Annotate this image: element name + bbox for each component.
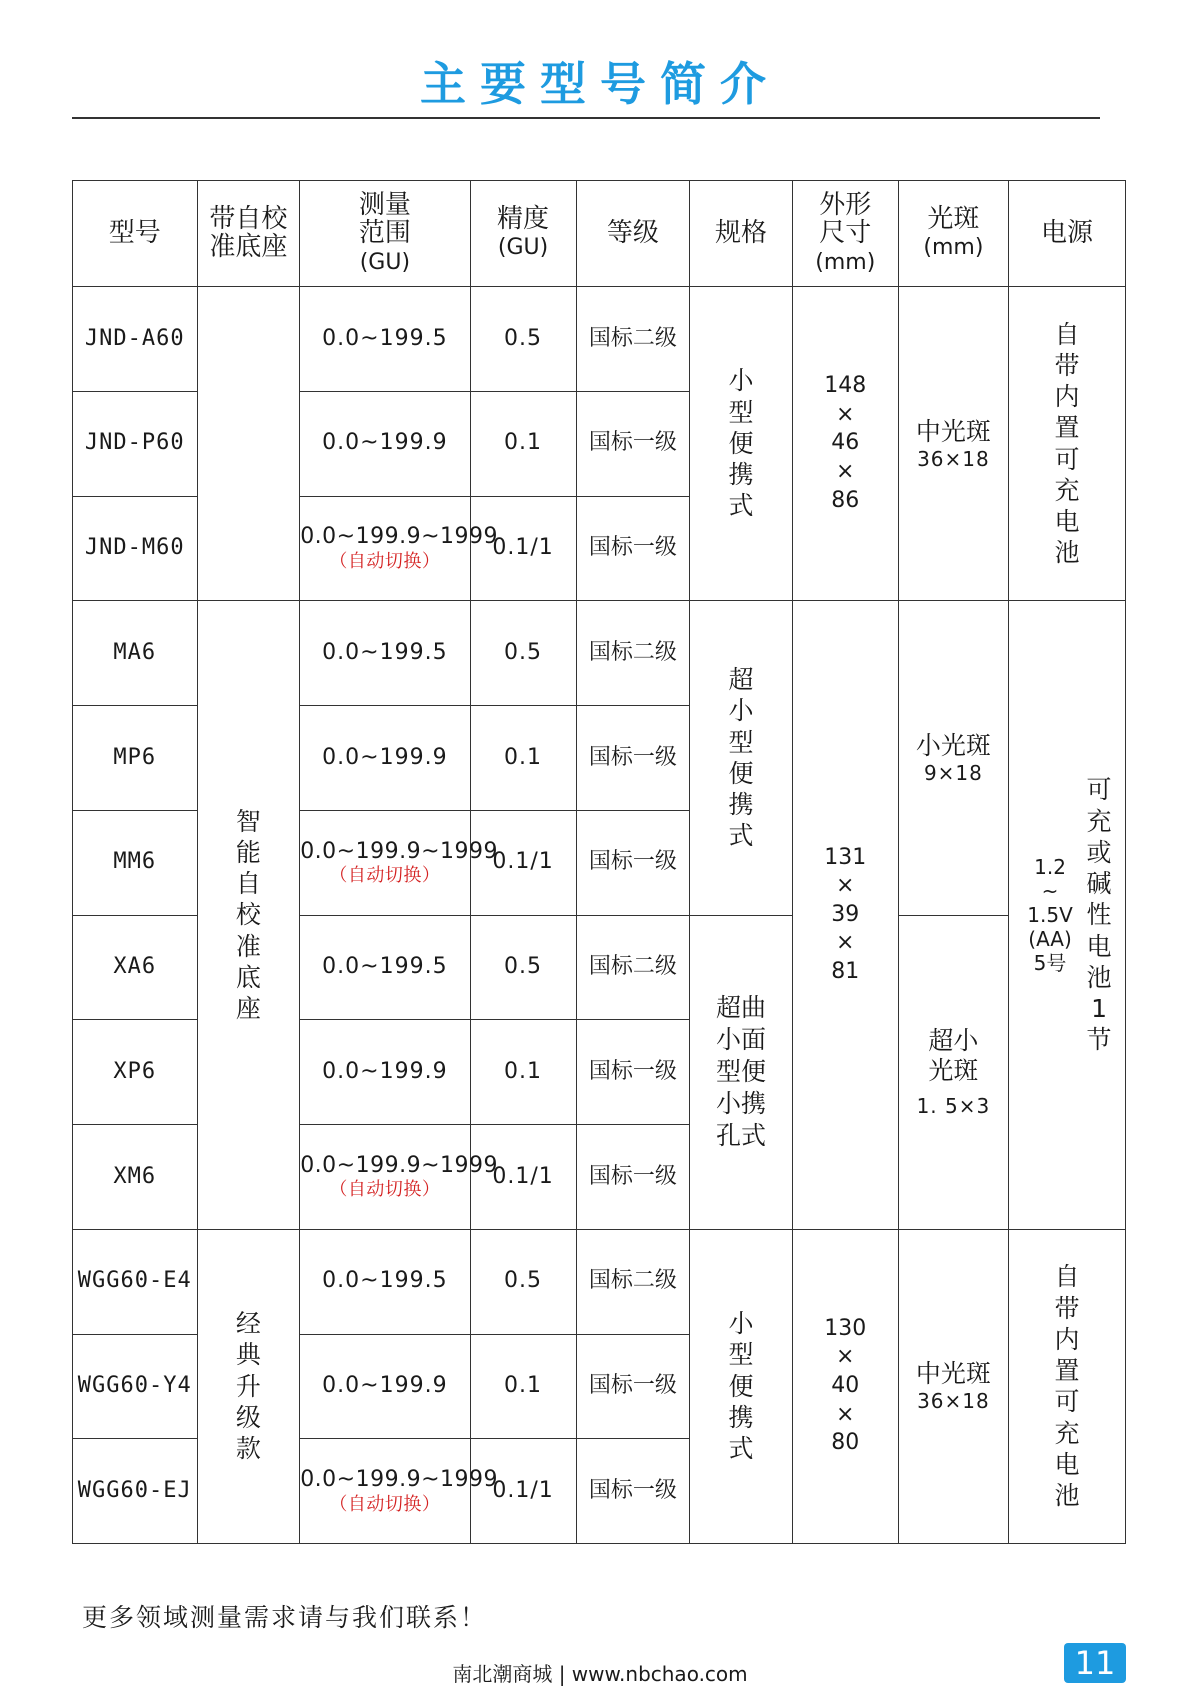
- table-row: [73, 1229, 1126, 1334]
- power-cell: 自带内置可充电池: [1009, 287, 1126, 601]
- precision-cell: 0.1/1: [470, 810, 576, 915]
- grade-cell: 国标二级: [576, 1229, 690, 1334]
- range-cell: 0.0~199.9~1999 （自动切换）: [300, 1439, 470, 1544]
- model-cell: MM6: [73, 810, 198, 915]
- range-cell: 0.0~199.9~1999 （自动切换）: [300, 1125, 470, 1230]
- range-cell: 0.0~199.9~1999 （自动切换）: [300, 496, 470, 601]
- grade-cell: 国标一级: [576, 1125, 690, 1230]
- auto-switch-note: （自动切换）: [329, 1493, 441, 1515]
- header-spec: 规格: [690, 181, 793, 287]
- power-cell: 1.2 ~ 1.5V (AA) 5号 可充或碱性电池1节: [1009, 601, 1126, 1230]
- table-header-row: [73, 181, 1126, 287]
- spot-cell: 中光斑 36×18: [898, 287, 1008, 601]
- dims-cell: 131 × 39 × 81: [792, 601, 898, 1230]
- model-cell: JND-M60: [73, 496, 198, 601]
- precision-cell: 0.1: [470, 1334, 576, 1439]
- precision-cell: 0.5: [470, 1229, 576, 1334]
- grade-cell: 国标一级: [576, 1334, 690, 1439]
- grade-cell: 国标一级: [576, 810, 690, 915]
- precision-cell: 0.1/1: [470, 1439, 576, 1544]
- range-cell: 0.0~199.9: [300, 706, 470, 811]
- power-cell: 自带内置可充电池: [1009, 1229, 1126, 1543]
- header-dims: 外形尺寸 (mm): [792, 181, 898, 287]
- header-range: 测量范围 (GU): [300, 181, 470, 287]
- spot-cell: 小光斑 9×18: [898, 601, 1008, 915]
- base-cell-empty: [197, 287, 300, 601]
- precision-cell: 0.5: [470, 915, 576, 1020]
- spec-cell: 超曲小面型便小携孔式: [690, 915, 793, 1229]
- range-cell: 0.0~199.5: [300, 915, 470, 1020]
- grade-cell: 国标一级: [576, 1020, 690, 1125]
- grade-cell: 国标一级: [576, 496, 690, 601]
- grade-cell: 国标一级: [576, 391, 690, 496]
- grade-cell: 国标一级: [576, 706, 690, 811]
- spot-cell: 中光斑 36×18: [898, 1229, 1008, 1543]
- model-cell: WGG60-EJ: [73, 1439, 198, 1544]
- range-cell: 0.0~199.5: [300, 287, 470, 392]
- model-cell: WGG60-E4: [73, 1229, 198, 1334]
- spec-cell: 小型便携式: [690, 287, 793, 601]
- model-cell: XM6: [73, 1125, 198, 1230]
- page-number: 11: [1064, 1643, 1126, 1683]
- page-title: 主要型号简介: [420, 57, 780, 111]
- range-cell: 0.0~199.5: [300, 601, 470, 706]
- auto-switch-note: （自动切换）: [329, 865, 441, 887]
- contact-note: 更多领域测量需求请与我们联系！: [82, 1603, 488, 1632]
- model-cell: JND-A60: [73, 287, 198, 392]
- auto-switch-note: （自动切换）: [329, 1179, 441, 1201]
- range-cell: 0.0~199.9~1999 （自动切换）: [300, 810, 470, 915]
- dims-cell: 148 × 46 × 86: [792, 287, 898, 601]
- precision-cell: 0.1: [470, 706, 576, 811]
- grade-cell: 国标二级: [576, 915, 690, 1020]
- model-cell: JND-P60: [73, 391, 198, 496]
- precision-cell: 0.1: [470, 391, 576, 496]
- model-cell: MP6: [73, 706, 198, 811]
- precision-cell: 0.5: [470, 287, 576, 392]
- base-cell: 经典升级款: [197, 1229, 300, 1543]
- range-cell: 0.0~199.9: [300, 1334, 470, 1439]
- table-row: [73, 287, 1126, 392]
- precision-cell: 0.1/1: [470, 496, 576, 601]
- header-model: 型号: [73, 181, 198, 287]
- grade-cell: 国标一级: [576, 1439, 690, 1544]
- title-divider: [72, 117, 1100, 119]
- header-spot: 光斑 (mm): [898, 181, 1008, 287]
- dims-cell: 130 × 40 × 80: [792, 1229, 898, 1543]
- spot-cell: 超小光斑 1. 5×3: [898, 915, 1008, 1229]
- base-cell: 智能自校准底座: [197, 601, 300, 1230]
- header-grade: 等级: [576, 181, 690, 287]
- model-cell: XP6: [73, 1020, 198, 1125]
- model-cell: MA6: [73, 601, 198, 706]
- precision-cell: 0.1: [470, 1020, 576, 1125]
- grade-cell: 国标二级: [576, 287, 690, 392]
- auto-switch-note: （自动切换）: [329, 550, 441, 572]
- spec-cell: 超小型便携式: [690, 601, 793, 915]
- model-spec-table: [72, 180, 1126, 1544]
- precision-cell: 0.5: [470, 601, 576, 706]
- header-power: 电源: [1009, 181, 1126, 287]
- grade-cell: 国标二级: [576, 601, 690, 706]
- range-cell: 0.0~199.5: [300, 1229, 470, 1334]
- header-precision: 精度 (GU): [470, 181, 576, 287]
- table-row: [73, 601, 1126, 706]
- model-cell: WGG60-Y4: [73, 1334, 198, 1439]
- range-cell: 0.0~199.9: [300, 1020, 470, 1125]
- range-cell: 0.0~199.9: [300, 391, 470, 496]
- site-footer: 南北潮商城 | www.nbchao.com: [452, 1662, 748, 1686]
- header-base: 带自校准底座: [197, 181, 300, 287]
- model-cell: XA6: [73, 915, 198, 1020]
- precision-cell: 0.1/1: [470, 1125, 576, 1230]
- spec-cell: 小型便携式: [690, 1229, 793, 1543]
